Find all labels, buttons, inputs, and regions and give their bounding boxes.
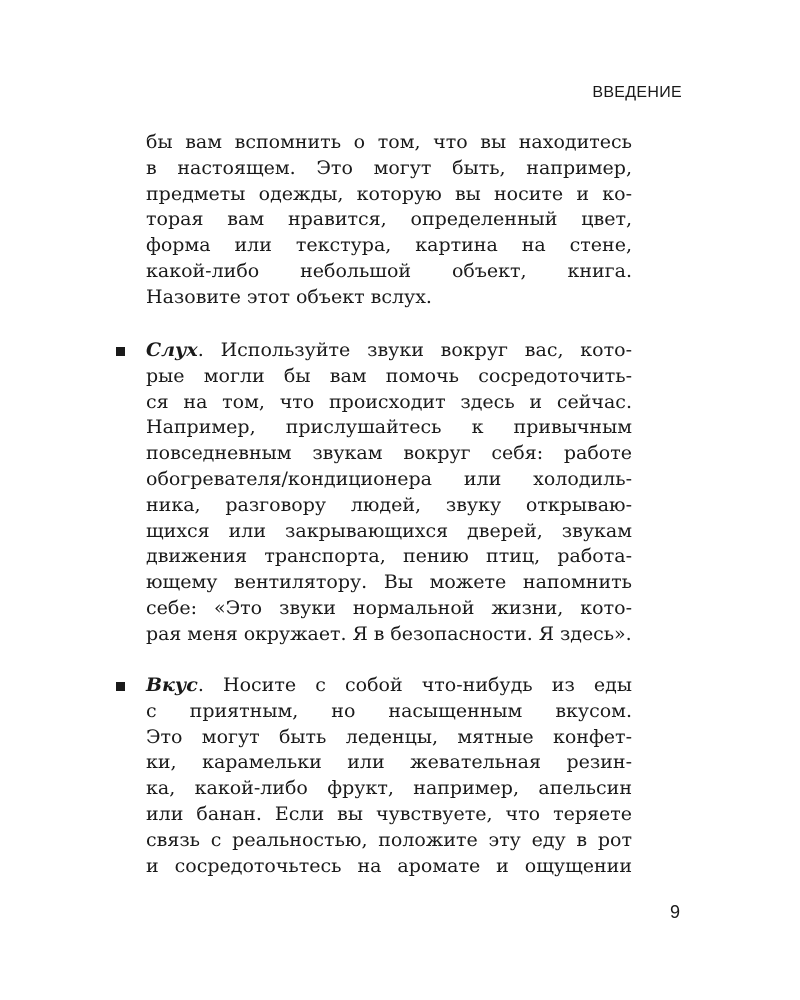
bullet-text: . Используйте звуки вокруг вас, кото- <box>197 339 632 361</box>
text-line: рая меня окружает. Я в безопасности. Я здесь». <box>146 622 632 645</box>
text-line: Например, прислушайтесь к привычным <box>146 416 632 439</box>
text-line: ника, разговору людей, звуку открываю- <box>146 493 632 516</box>
text-line: обогревателя/кондиционера или холодиль- <box>146 467 632 490</box>
text-line: бы вам вспомнить о том, что вы находитесь <box>146 131 632 153</box>
text-line: щихся или закрывающихся дверей, звукам <box>146 519 632 542</box>
text-line <box>146 338 632 364</box>
text-line: повседневным звукам вокруг себя: работе <box>146 442 632 465</box>
text-line: ющему вентилятору. Вы можете напомнить <box>146 571 632 594</box>
text-line: какой-либо небольшой объект, книга. <box>146 259 632 282</box>
bullet-square-icon <box>116 682 125 691</box>
bullet-term: Слух <box>146 339 198 361</box>
text-line: ка, какой-либо фрукт, например, апельсин <box>146 777 632 800</box>
text-line: ки, карамельки или жевательная резин- <box>146 751 632 774</box>
text-line: или банан. Если вы чувствуете, что теряете <box>146 802 632 825</box>
text-line: форма или текстура, картина на стене, <box>146 234 632 257</box>
bullet-item-taste <box>146 673 632 879</box>
bullet-text: . Носите с собой что-нибудь из еды <box>197 674 632 696</box>
paragraph-continuation <box>146 130 632 311</box>
text-line: себе: «Это звуки нормальной жизни, кото- <box>146 596 632 619</box>
text-line: с приятным, но насыщенным вкусом. <box>146 699 632 722</box>
text-line: предметы одежды, которую вы носите и ко- <box>146 182 632 205</box>
text-line: ся на том, что происходит здесь и сейчас. <box>146 390 632 413</box>
text-line: связь с реальностью, положите эту еду в рот <box>146 828 632 851</box>
text-line: торая вам нравится, определенный цвет, <box>146 208 632 231</box>
text-line: Это могут быть леденцы, мятные конфет- <box>146 725 632 748</box>
text-line: рые могли бы вам помочь сосредоточить- <box>146 364 632 387</box>
page-number: 9 <box>669 902 680 922</box>
bullet-term: Вкус <box>146 674 198 696</box>
bullet-square-icon <box>116 347 125 356</box>
running-head: ВВЕДЕНИЕ <box>592 84 682 101</box>
bullet-item-hearing <box>146 338 632 648</box>
text-line <box>146 673 632 699</box>
text-line: и сосредоточьтесь на аромате и ощущении <box>146 854 632 877</box>
text-line: Назовите этот объект вслух. <box>146 285 432 308</box>
text-line: движения транспорта, пению птиц, работа- <box>146 545 632 568</box>
text-line: в настоящем. Это могут быть, например, <box>146 156 632 179</box>
